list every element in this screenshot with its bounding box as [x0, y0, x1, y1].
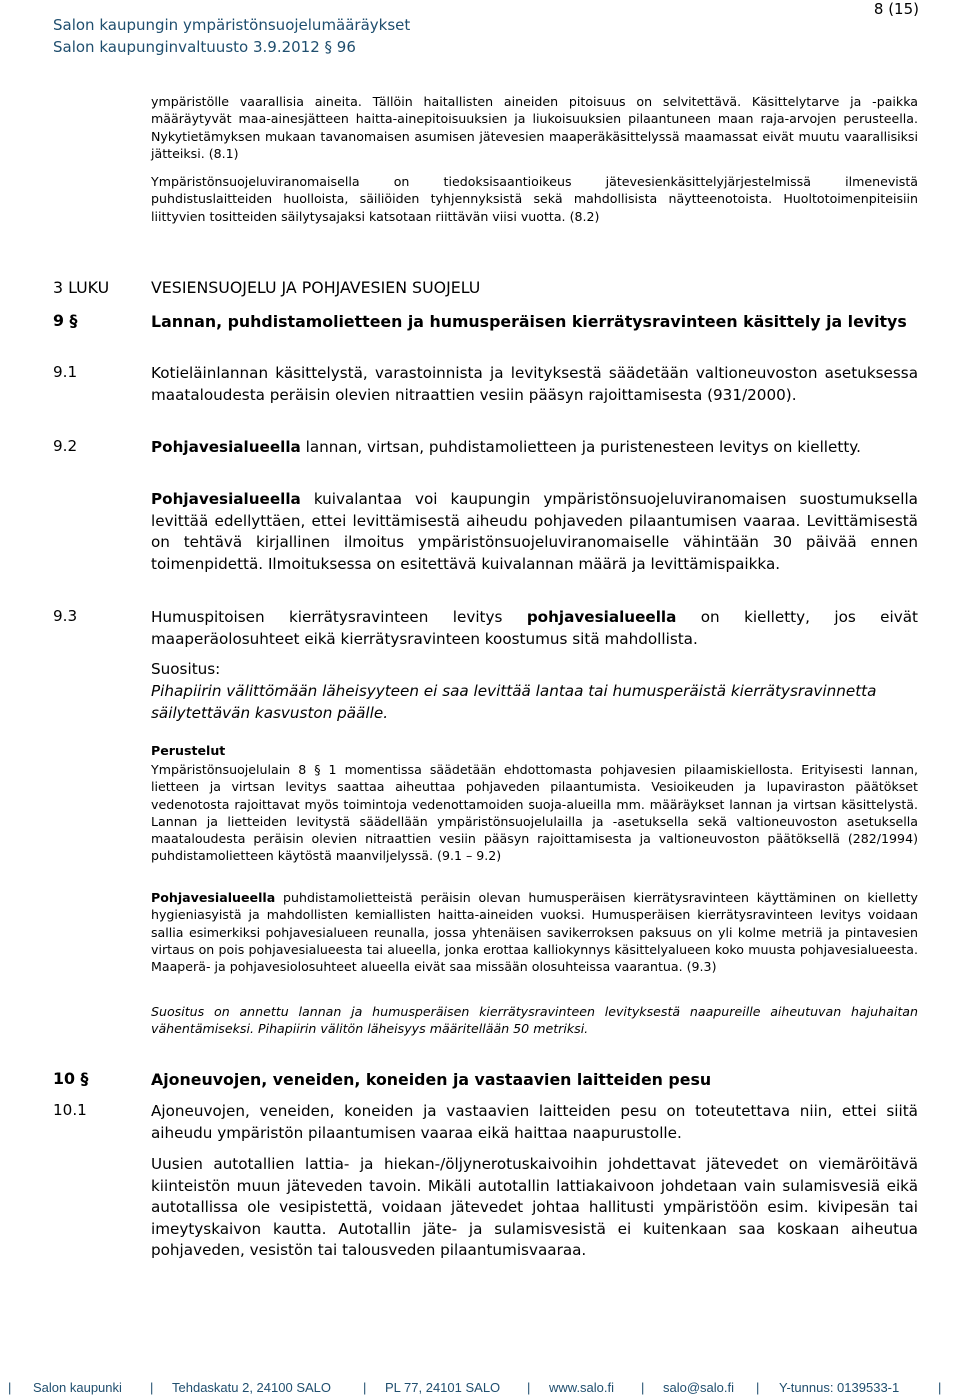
groundwater-bold: Pohjavesialueella [151, 890, 276, 905]
section-10-title: Ajoneuvojen, veneiden, koneiden ja vastaavien laitteiden pesu [151, 1070, 712, 1089]
item-9-1-text: Kotieläinlannan käsittelystä, varastoinnista ja levityksestä säädetään valtioneuvoston asetuksessa maataloudesta peräisin olevien nitraattien vesiin pääsyn rajoittamisesta (931/2000). [151, 364, 918, 404]
item-9-2b-bold: Pohjavesialueella [151, 490, 301, 508]
item-9-2b-rest: kuivalantaa voi kaupungin ympäristönsuojeluviranomaisen suostumuksella levittää edellyttäen, ettei levittämisestä aiheudu pohjaveden pilaantumisen vaaraa. Levittämisestä on tehtävä kirjallinen ilmoitus ympäristönsuojeluviranomaiselle vähintään 30 päivää ennen toimenpidettä. Ilmoituksessa on esitettävä kuivalannan määrä ja levittämispaikka. [151, 490, 918, 573]
chapter-title: VESIENSUOJELU JA POHJAVESIEN SUOJELU [151, 278, 481, 297]
section-9-number: 9 § [53, 311, 78, 330]
footer-separator: | [150, 1380, 154, 1395]
page-number: 8 (15) [873, 0, 919, 18]
item-9-3-a: Humuspitoisen kierrätysravinteen levitys [151, 608, 527, 626]
groundwater-rest: puhdistamolietteistä peräisin olevan humusperäisen kierrätysravinteen käyttäminen on kielletty hygieniasyistä ja mahdollisten kemiallisten haitta-aineiden vuoksi. Humusperäisen kierrätysravinteen levitys voidaan sallia esimerkiksi pohjavesialueen reunalla, jossa yhtenäisen savikerroksen paksuus on yli kolme metriä ja pintavesien virtaus on pois pohjavesialueesta tai alueella, jonka erottaa kalliokynnys käsittelyalueen koko muusta pohjavesialueesta. Maaperä- ja pohjavesiolosuhteet alueella eivät saa missään olosuhteissa vaarantua. (9.3) [151, 890, 918, 975]
item-10-1b-text: Uusien autotallien lattia- ja hiekan-/öljynerotuskaivoihin johdettavat jätevedet on viemäröitävä kiinteistön muun jäteveden tavoin. Mikäli autotallin lattiakaivoon johdetaan vain sulamisvesiä eikä autotallissa ole vesipistettä, voidaan jätevedet johtaa hallitusti ympäristöön esim. kivipesän tai imeytyskaivon kautta. Autotallin jäte- ja sulamisvesistä ei kuitenkaan saa koskaan aiheutua pohjaveden, vesistön tai talousveden pilaantumisvaaraa. [151, 1155, 918, 1259]
item-9-2-number: 9.2 [53, 437, 78, 455]
footer-separator: | [527, 1380, 531, 1395]
groundwater-paragraph [151, 889, 918, 975]
section-10-number: 10 § [53, 1069, 89, 1088]
recommendation-note: Suositus on annettu lannan ja humusperäisen kierrätysravinteen levityksestä naapureille aiheutuvan hajuhaitan vähentämiseksi. Pihapiirin välitön läheisyys määritellään 50 metriksi. [151, 1004, 918, 1037]
section-9-title: Lannan, puhdistamolietteen ja humusperäisen kierrätysravinteen käsittely ja levitys [151, 312, 907, 331]
footer-business-id: Y-tunnus: 0139533-1 [779, 1380, 900, 1395]
page-footer [0, 1380, 960, 1399]
item-9-2b-text [151, 489, 918, 575]
item-10-1-number: 10.1 [53, 1101, 87, 1119]
item-9-3-text [151, 607, 918, 650]
recommendation-text: Pihapiirin välittömään läheisyyteen ei saa levittää lantaa tai humusperäistä kierrätysravinnetta säilytettävän kasvuston päälle. [151, 682, 877, 722]
item-9-1-number: 9.1 [53, 363, 78, 381]
footer-website[interactable]: www.salo.fi [549, 1380, 615, 1395]
item-9-2-text [151, 437, 918, 459]
intro-paragraph-1: ympäristölle vaarallisia aineita. Tällöin haitallisten aineiden pitoisuus on selvitettävä. Käsittelytarve ja -paikka määräytyvät maa-ainesjätteen haitta-ainepitoisuuksien ja liukoisuuksien pilaantuneen maan raja-arvojen perusteella. Nykytietämyksen mukaan tavanomaisen asumisen jätevesien maaperäkäsittelyssä maamassat eivät muutu vaarallisiksi jätteiksi. (8.1) [151, 94, 918, 161]
perustelut-label: Perustelut [151, 743, 226, 758]
item-9-3-number: 9.3 [53, 607, 78, 625]
perustelut-text: Ympäristönsuojelulain 8 § 1 momentissa säädetään ehdottomasta pohjavesien pilaamiskiellosta. Erityisesti lannan, lietteen ja virtsan levitys saattaa aiheuttaa pohjaveden pilaantumista. Vesioikeuden ja lupaviraston päätökset vedenotosta rajoittavat myös toimintoja vedenottamoiden suoja-alueilla mm. määräykset lannan ja virtsan käsittelystä. Lannan ja lietteiden levitystä säädellään ympäristönsuojelulailla ja -asetuksella sekä valtioneuvoston asetuksella maataloudesta peräisin olevien nitraattien vesiin pääsyn rajoittamisesta ja valtioneuvoston päätöksellä (282/1994) puhdistamolietteen käytöstä maanviljelyssä. (9.1 – 9.2) [151, 762, 918, 864]
item-9-2-bold: Pohjavesialueella [151, 438, 301, 456]
chapter-number: 3 LUKU [53, 278, 110, 297]
footer-address: Tehdaskatu 2, 24100 SALO [172, 1380, 332, 1395]
item-9-3-b: on kielletty, jos eivät maaperäolosuhteet eikä kierrätysravinteen koostumus sitä mahdollista. [151, 608, 918, 648]
item-10-1-text: Ajoneuvojen, veneiden, koneiden ja vastaavien laitteiden pesu on toteutettava niin, ettei siitä aiheudu ympäristön pilaantumisen vaaraa eikä haittaa naapurustolle. [151, 1102, 918, 1142]
footer-separator: | [363, 1380, 367, 1395]
intro-paragraph-2: Ympäristönsuojeluviranomaisella on tiedoksisaantioikeus jätevesienkäsittelyjärjestelmissä ilmenevistä puhdistuslaitteiden huolloista, säiliöiden tyhjennyksistä sekä mahdollisista näytteenotoista. Huoltotoimenpiteisiin liittyvien tositteiden säilytysajaksi katsotaan riittävän viisi vuotta. (8.2) [151, 174, 918, 224]
footer-separator: | [756, 1380, 760, 1395]
footer-email[interactable]: salo@salo.fi [663, 1380, 735, 1395]
footer-pobox: PL 77, 24101 SALO [385, 1380, 501, 1395]
document-header-title: Salon kaupungin ympäristönsuojelumääräykset [53, 16, 411, 34]
recommendation-label: Suositus: [151, 660, 221, 678]
document-header-subtitle: Salon kaupunginvaltuusto 3.9.2012 § 96 [53, 38, 356, 56]
item-9-3-bold: pohjavesialueella [526, 608, 677, 626]
footer-separator: | [938, 1380, 942, 1395]
item-9-2-rest: lannan, virtsan, puhdistamolietteen ja puristenesteen levitys on kielletty. [300, 438, 861, 456]
footer-separator: | [8, 1380, 12, 1395]
footer-organization: Salon kaupunki [33, 1380, 122, 1395]
footer-separator: | [641, 1380, 645, 1395]
